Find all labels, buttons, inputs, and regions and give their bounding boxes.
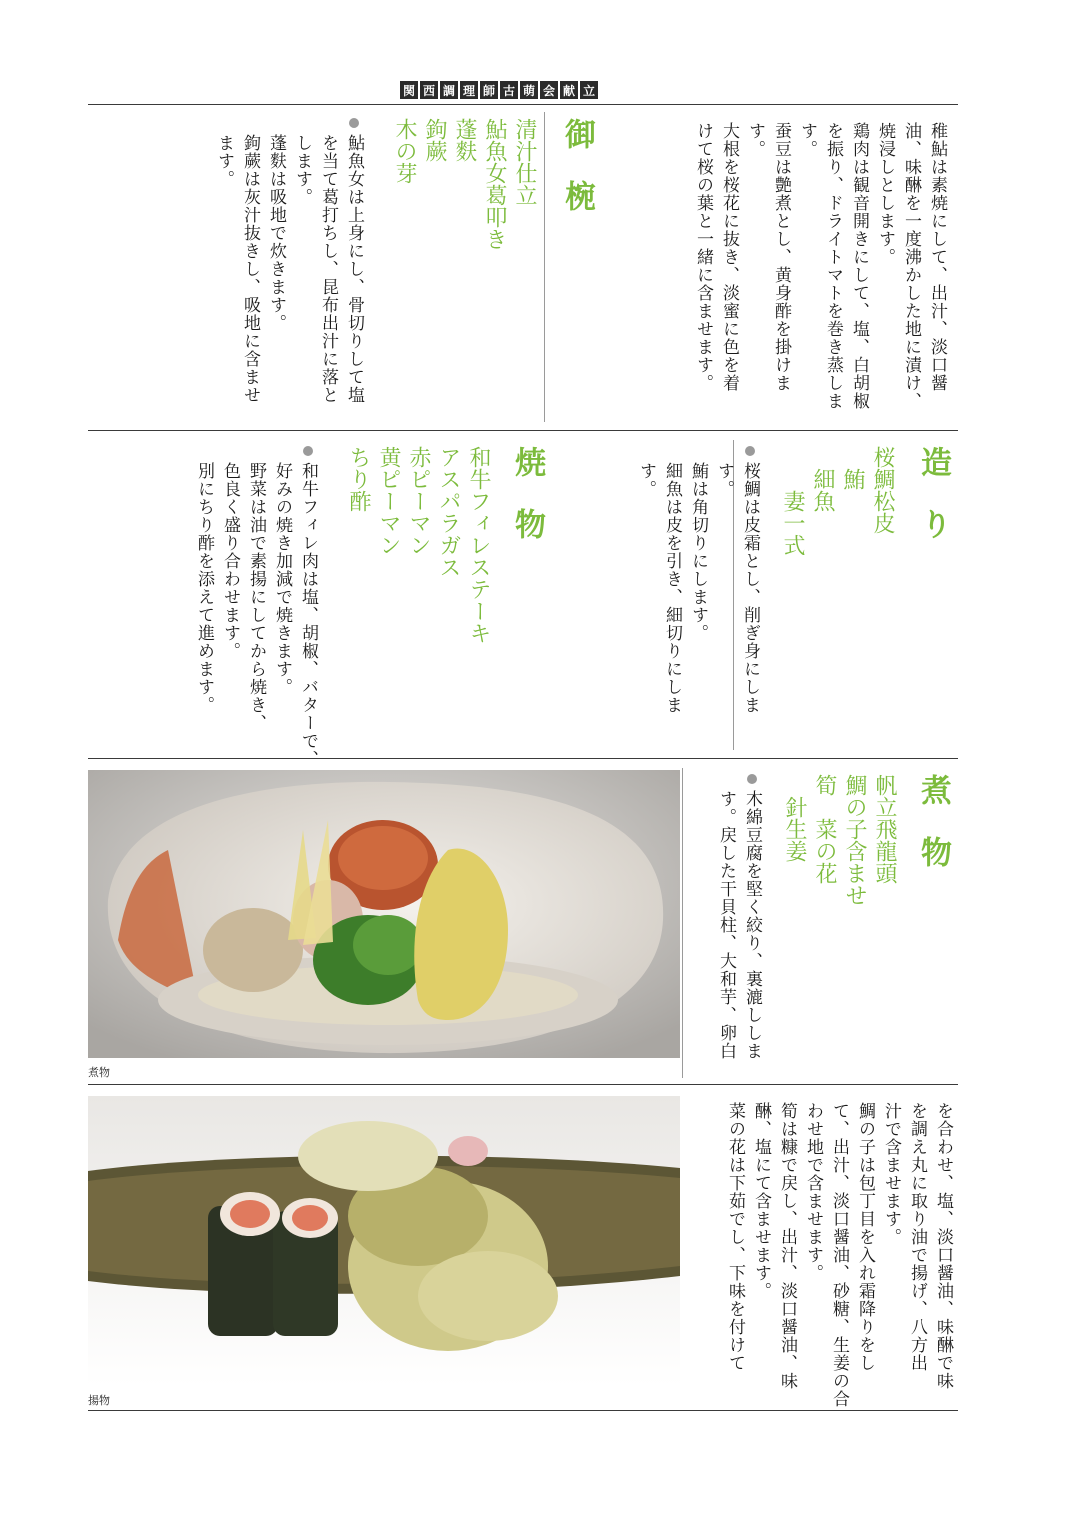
header-char: 師 [480, 81, 498, 99]
nimono-photo [88, 770, 680, 1058]
yakimono-section [150, 446, 550, 768]
bullet-icon [349, 118, 359, 128]
yakimono-dish: 和牛フィレステーキ [466, 446, 491, 644]
text-line: を合わせ、塩、淡口醤油、味醂で味 [933, 1102, 953, 1390]
text-line: ます。 [214, 134, 234, 188]
text-line: 別にちり酢を添えて進めます。 [194, 462, 214, 714]
bullet-icon [747, 774, 757, 784]
header-char: 関 [400, 81, 418, 99]
text-line: す。戻した干貝柱、大和芋、卵白 [716, 790, 736, 1060]
text-line: 焼浸しとします。 [875, 122, 895, 266]
yakimono-title: 焼 物 [509, 446, 545, 539]
owan-title: 御 椀 [559, 118, 595, 211]
text-line: 鯛の子は包丁目を入れ霜降りをし [855, 1102, 875, 1372]
tsukuri-title: 造 り [915, 446, 951, 539]
rule-bottom [88, 1410, 958, 1411]
text-line: 鉤蕨は灰汁抜きし、吸地に含ませ [240, 134, 260, 404]
owan-dish: 鉤蕨 [422, 118, 447, 162]
photo-caption: 煮物 [88, 1066, 110, 1079]
tsukuri-dish: 細魚 [810, 446, 835, 512]
text-line: す。 [636, 462, 656, 498]
header-char: 会 [540, 81, 558, 99]
text-line: て、出汁、淡口醤油、砂糖、生姜の合 [829, 1102, 849, 1408]
text-line: 桜鯛は皮霜とし、削ぎ身にしま [740, 462, 760, 714]
nimono-dish: 帆立飛龍頭 [872, 774, 897, 884]
nimono-section [692, 774, 956, 1074]
text-line: 鮎魚女は上身にし、骨切りして塩 [344, 134, 364, 404]
header-char: 古 [500, 81, 518, 99]
text-line: 鶏肉は観音開きにして、塩、白胡椒 [849, 122, 869, 410]
text-line: 筍は糠で戻し、出汁、淡口醤油、味 [777, 1102, 797, 1390]
bullet-icon [303, 446, 313, 456]
nimono-title: 煮 物 [915, 774, 951, 867]
header-char: 萌 [520, 81, 538, 99]
text-line: を振り、ドライトマトを巻き蒸しま [823, 122, 843, 410]
yakimono-dish: ちり酢 [346, 446, 371, 512]
text-line: 好みの焼き加減で焼きます。 [272, 462, 292, 696]
header-label [400, 81, 598, 99]
nimono-continuation-text [694, 1102, 956, 1408]
owan-section [180, 118, 600, 418]
text-line: を調え丸に取り油で揚げ、八方出 [907, 1102, 927, 1372]
text-line: 和牛フィレ肉は塩、胡椒、バターで、 [298, 462, 318, 768]
photo-caption: 揚物 [88, 1394, 110, 1407]
text-line: 蓬麩は吸地で炊きます。 [266, 134, 286, 332]
text-line: 油、味醂を一度沸かした地に漬け、 [901, 122, 921, 410]
text-line: 醂、塩にて含ませます。 [751, 1102, 771, 1300]
yakimono-dish: 黄ピーマン [376, 446, 401, 556]
nimono-dish: 鯛の子含ませ [842, 774, 867, 906]
yakimono-dish: アスパラガス [436, 446, 461, 578]
text-line: 蚕豆は艶煮とし、黄身酢を掛けま [771, 122, 791, 392]
yakimono-dish: 赤ピーマン [406, 446, 431, 556]
text-line: けて桜の葉と一緒に含ませます。 [693, 122, 713, 392]
text-line: 汁で含ませます。 [881, 1102, 901, 1246]
owan-dish: 清汁仕立 [512, 118, 537, 206]
nimono-dish: 筍 菜の花 [812, 774, 837, 884]
tsukuri-dish: 鮪 [840, 446, 865, 490]
text-line: 色良く盛り合わせます。 [220, 462, 240, 660]
header-char: 調 [440, 81, 458, 99]
tsukuri-dish: 妻一式 [780, 446, 805, 556]
text-line: す。 [745, 122, 765, 158]
rule-1 [88, 430, 958, 431]
text-line: わせ地で含ませます。 [803, 1102, 823, 1282]
agemono-photo [88, 1096, 680, 1386]
text-line: す。 [714, 462, 734, 498]
bullet-icon [745, 446, 755, 456]
tsukuri-section [596, 446, 956, 746]
top-continuation-text [650, 122, 950, 410]
owan-dish: 蓬麩 [452, 118, 477, 162]
header-char: 献 [560, 81, 578, 99]
rule-3 [88, 1084, 958, 1085]
vrule-nimono [682, 768, 683, 1078]
nimono-dish: 針生姜 [782, 774, 807, 862]
text-line: 木綿豆腐を堅く絞り、裏漉ししま [742, 790, 762, 1060]
nimono-photo-illustration [88, 770, 680, 1058]
text-line: 稚鮎は素焼にして、出汁、淡口醤 [927, 122, 947, 392]
header-char: 立 [580, 81, 598, 99]
header-char: 西 [420, 81, 438, 99]
text-line: を当て葛打ちし、昆布出汁に落と [318, 134, 338, 404]
owan-dish: 木の芽 [392, 118, 417, 184]
text-line: 野菜は油で素揚にしてから焼き、 [246, 462, 266, 732]
tsukuri-dish: 桜鯛松皮 [870, 446, 895, 534]
text-line: 菜の花は下茹でし、下味を付けて [725, 1102, 745, 1372]
text-line: 大根を桜花に抜き、淡蜜に色を着 [719, 122, 739, 392]
text-line: す。 [797, 122, 817, 158]
text-line: 細魚は皮を引き、細切りにしま [662, 462, 682, 714]
rule-top [88, 104, 958, 105]
text-line: 鮪は角切りにします。 [688, 462, 708, 642]
header-char: 理 [460, 81, 478, 99]
text-line: します。 [292, 134, 312, 206]
owan-dish: 鮎魚女葛叩き [482, 118, 507, 250]
agemono-photo-illustration [88, 1096, 680, 1386]
